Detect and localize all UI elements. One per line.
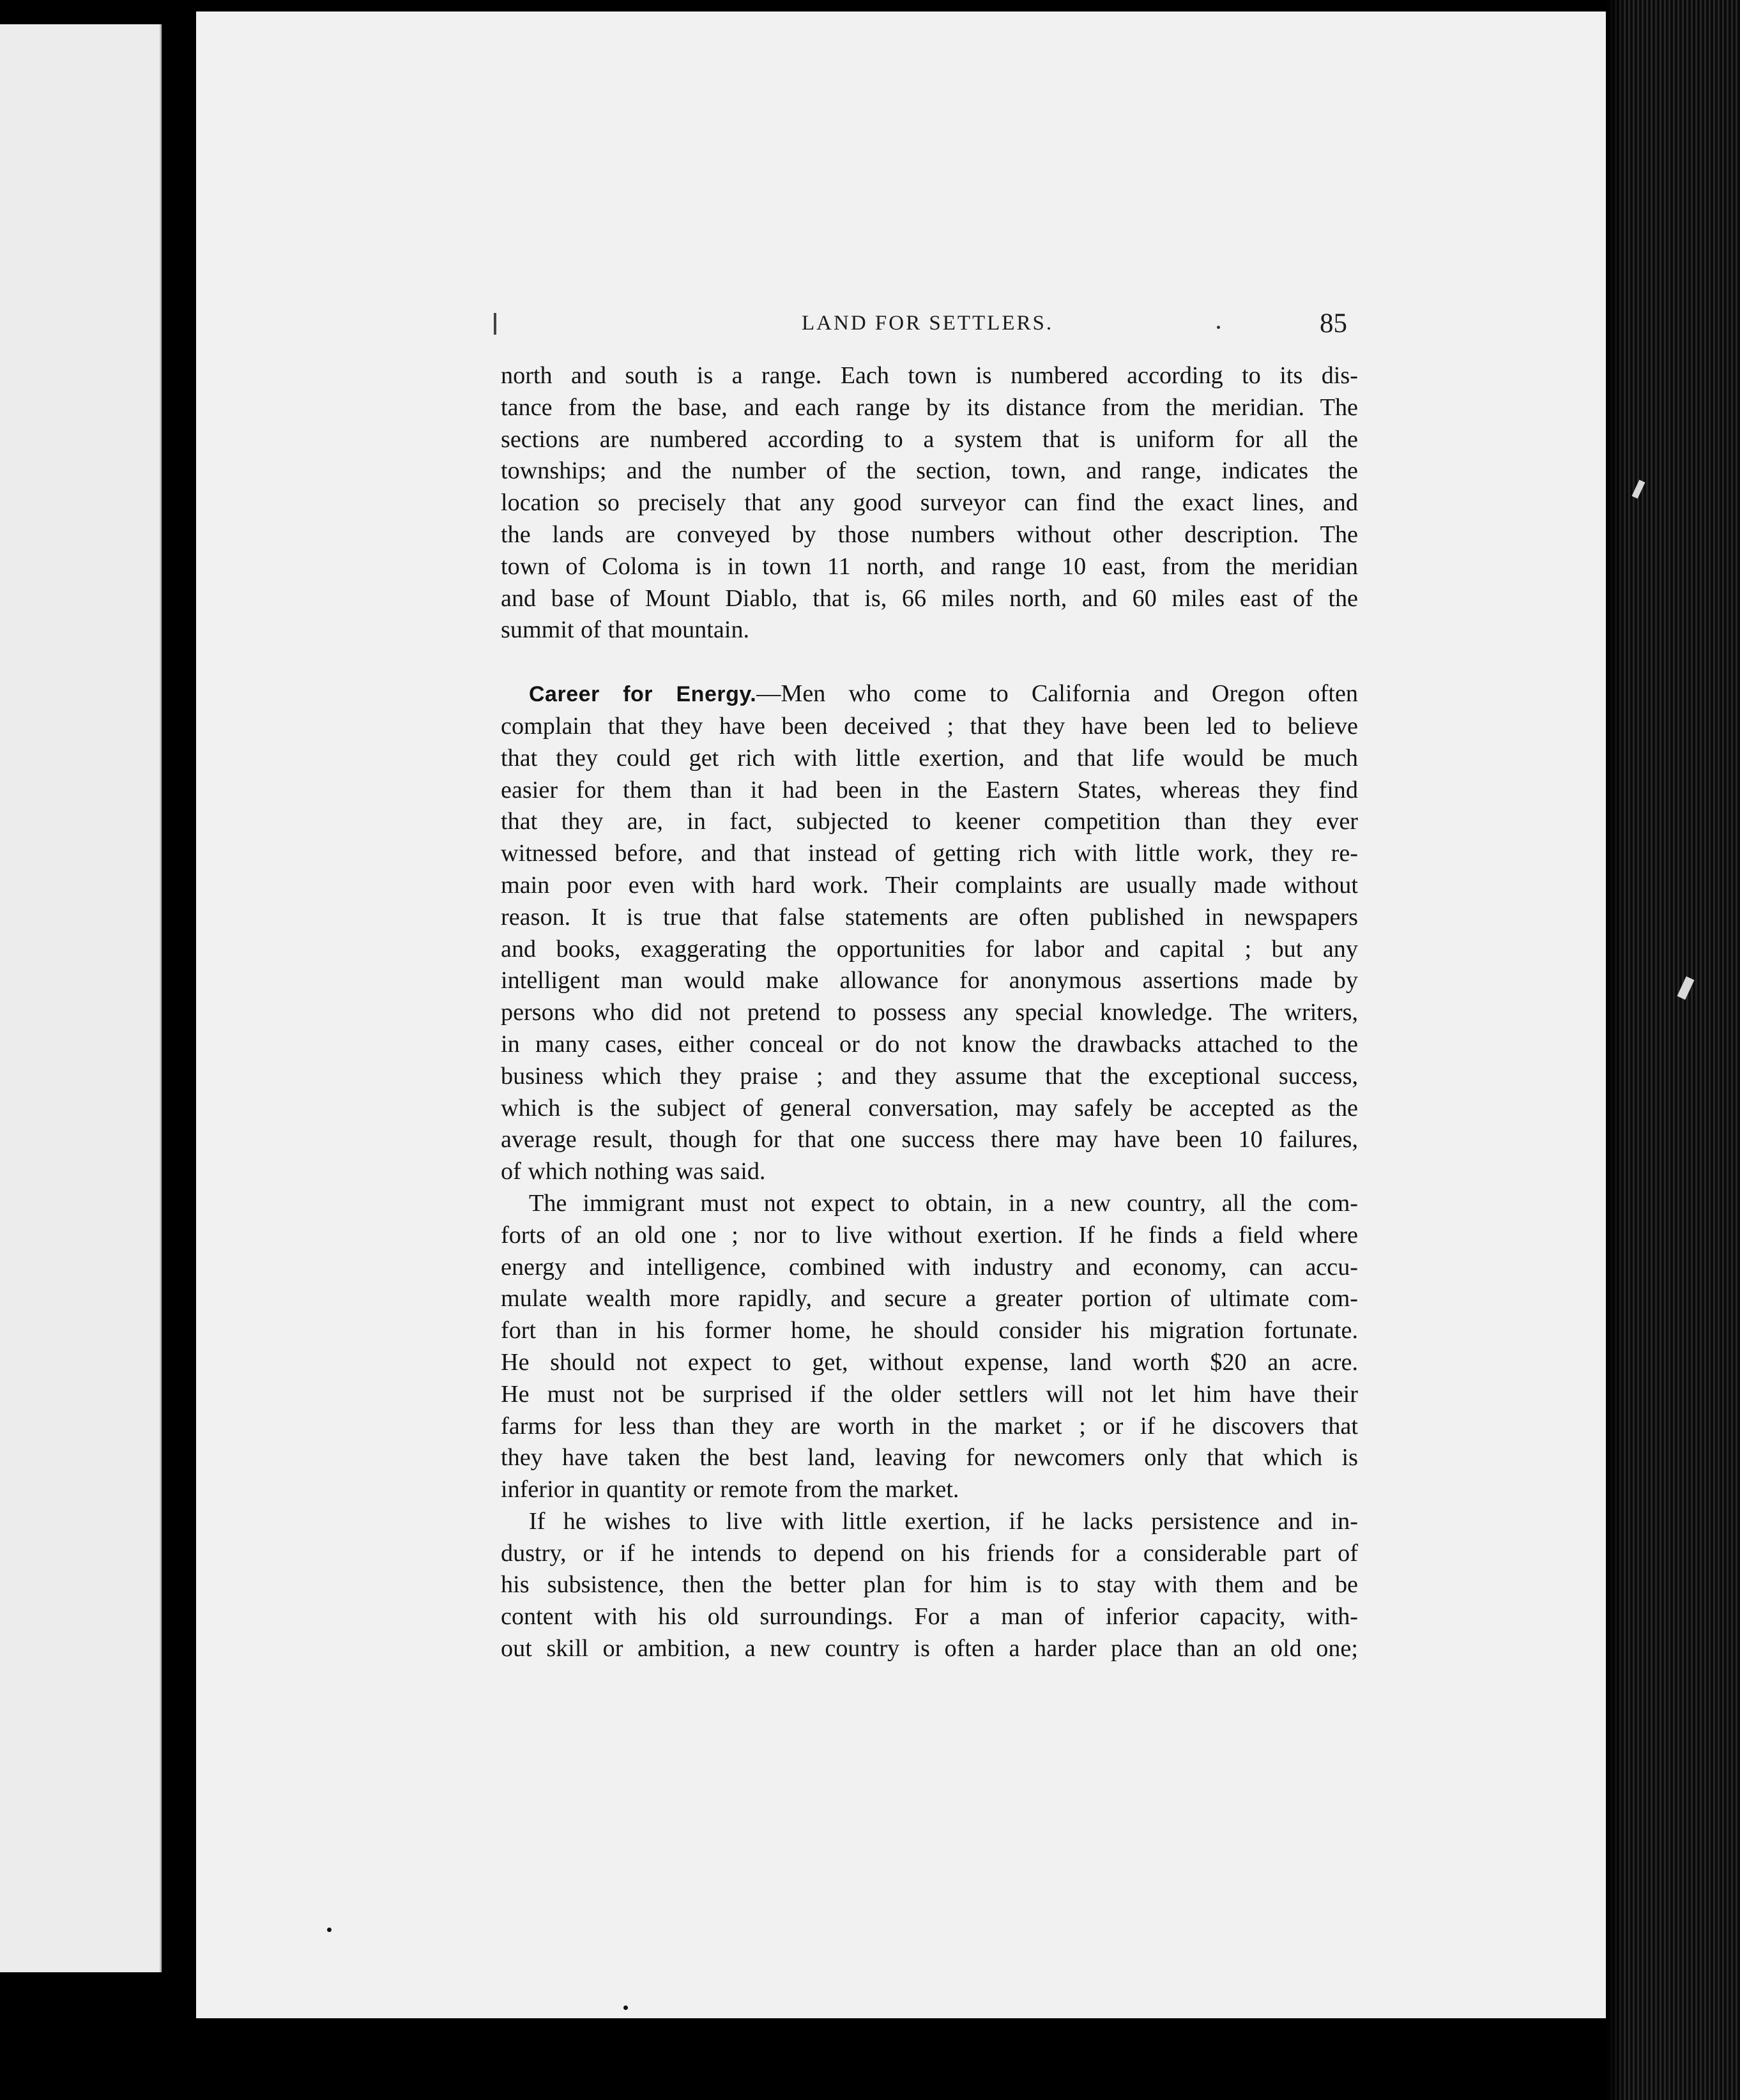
text-line: mulate wealth more rapidly, and secure a greater portion of ultimate com-	[501, 1285, 1358, 1312]
text-line: his subsistence, then the better plan for him is to stay with them and be	[501, 1571, 1358, 1599]
text-line: forts of an old one ; nor to live without exertion. If he finds a field where	[501, 1221, 1358, 1249]
edge-mark	[1632, 480, 1645, 499]
paragraph	[501, 360, 1358, 646]
text-line: average result, though for that one success there may have been 10 failures,	[501, 1126, 1358, 1153]
page-number: 85	[1320, 308, 1347, 339]
page-edges	[1606, 0, 1740, 2100]
text-line: intelligent man would make allowance for anonymous assertions made by	[501, 967, 1358, 994]
text-line: easier for them than it had been in the Eastern States, whereas they find	[501, 776, 1358, 803]
text-line: summit of that mountain.	[501, 616, 750, 644]
section-heading: Career for Energy.	[529, 682, 757, 707]
margin-bracket	[494, 313, 496, 335]
text-line: that they could get rich with little exertion, and that life would be much	[501, 744, 1358, 772]
stray-mark	[327, 1928, 332, 1932]
paragraph	[501, 678, 1358, 1188]
text-line: witnessed before, and that instead of getting rich with little work, they re-	[501, 840, 1358, 867]
text-line	[501, 678, 1358, 711]
text-line: main poor even with hard work. Their complaints are usually made without	[501, 871, 1358, 899]
text-line: content with his old surroundings. For a man of inferior capacity, with-	[501, 1603, 1358, 1631]
text-line: and books, exaggerating the opportunities for labor and capital ; but any	[501, 935, 1358, 963]
text-line: north and south is a range. Each town is numbered according to its dis-	[501, 362, 1358, 389]
body-text	[501, 360, 1358, 1665]
text-line: fort than in his former home, he should consider his migration fortunate.	[501, 1317, 1358, 1344]
facing-page	[0, 24, 162, 1972]
text-line: which is the subject of general conversation, may safely be accepted as the	[501, 1094, 1358, 1122]
head-dot	[1217, 326, 1220, 329]
text-line: townships; and the number of the section, town, and range, indicates the	[501, 457, 1358, 485]
text-line: complain that they have been deceived ; that they have been led to believe	[501, 712, 1358, 740]
edge-mark	[1677, 977, 1694, 1000]
text-line: sections are numbered according to a system that is uniform for all the	[501, 425, 1358, 453]
text-line: business which they praise ; and they assume that the exceptional success,	[501, 1062, 1358, 1090]
book-gutter	[162, 19, 196, 1980]
text-line: tance from the base, and each range by its distance from the meridian. The	[501, 393, 1358, 421]
text-line: town of Coloma is in town 11 north, and range 10 east, from the meridian	[501, 552, 1358, 580]
text-line: energy and intelligence, combined with industry and economy, can accu-	[501, 1253, 1358, 1281]
text-line: reason. It is true that false statements are often published in newspapers	[501, 903, 1358, 931]
text-line: He should not expect to get, without expense, land worth $20 an acre.	[501, 1348, 1358, 1376]
text-line: persons who did not pretend to possess any special knowledge. The writers,	[501, 999, 1358, 1026]
text-line: inferior in quantity or remote from the market.	[501, 1476, 959, 1503]
section-gap	[501, 646, 1358, 678]
text-line: out skill or ambition, a new country is often a harder place than an old one;	[501, 1635, 1358, 1663]
text-run: —Men who come to California and Oregon often	[756, 680, 1358, 708]
text-line: location so precisely that any good surveyor can find the exact lines, and	[501, 489, 1358, 517]
text-line: The immigrant must not expect to obtain, in a new country, all the com-	[529, 1189, 1358, 1217]
stray-mark	[623, 2005, 628, 2010]
text-line: and base of Mount Diablo, that is, 66 miles north, and 60 miles east of the	[501, 584, 1358, 612]
paragraph	[501, 1506, 1358, 1665]
running-head: LAND FOR SETTLERS.	[802, 312, 1054, 335]
text-line: they have taken the best land, leaving for newcomers only that which is	[501, 1444, 1358, 1472]
text-line: in many cases, either conceal or do not know the drawbacks attached to the	[501, 1030, 1358, 1058]
text-line: He must not be surprised if the older settlers will not let him have their	[501, 1380, 1358, 1408]
text-line: the lands are conveyed by those numbers without other description. The	[501, 521, 1358, 548]
text-line: dustry, or if he intends to depend on his friends for a considerable part of	[501, 1539, 1358, 1567]
text-line: that they are, in fact, subjected to keener competition than they ever	[501, 808, 1358, 835]
text-line: farms for less than they are worth in the market ; or if he discovers that	[501, 1412, 1358, 1440]
text-line: of which nothing was said.	[501, 1158, 766, 1185]
text-line: If he wishes to live with little exertion, if he lacks persistence and in-	[529, 1507, 1358, 1535]
paragraph	[501, 1188, 1358, 1506]
